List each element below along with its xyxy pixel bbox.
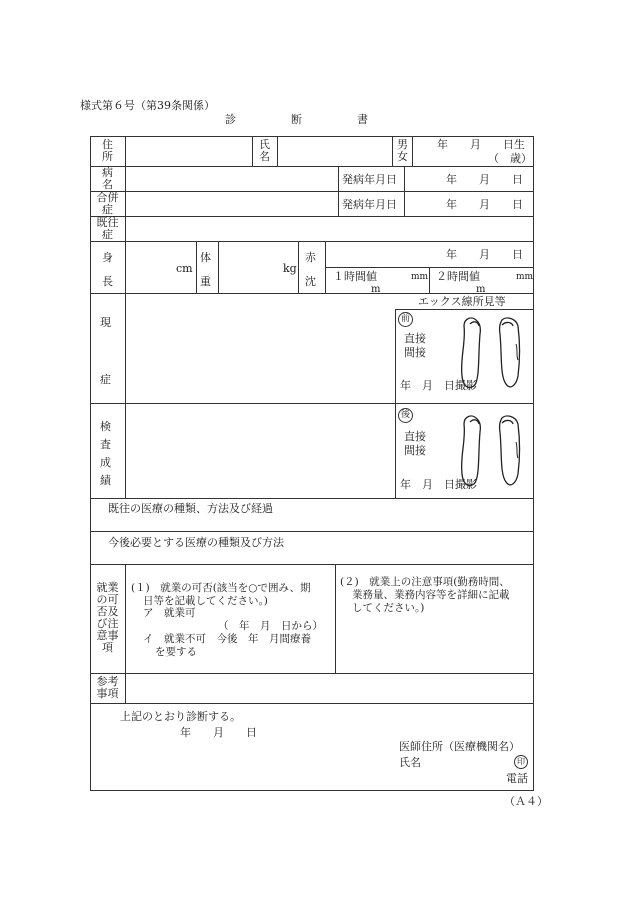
disease-onset-date: 年 月 日 [446,173,523,186]
reference-label-2: 事項 [96,687,119,700]
option-work-not-allowed-2: を要する [155,646,197,658]
seal-mark: 印 [514,755,528,769]
front-shot-date: 年 月 日撮影 [400,379,477,392]
weight-label-2: 重 [200,275,211,288]
option-work-allowed: ア 就業可 [143,607,196,619]
xray-header: エックス線所見等 [418,295,506,308]
exam-label-2: 査 [100,438,111,451]
past-history-label: 既往 症 [96,216,119,241]
back-shot-date: 年 月 日撮影 [400,478,477,491]
doctor-address-label: 医師住所（医療機関名） [399,740,520,753]
employment-label-line: 就業 [96,581,119,594]
hour2-unit-m: m [476,284,486,295]
back-indirect: 間接 [404,444,426,457]
back-mark: 後 [398,408,413,423]
disease-name-label: 病 名 [102,166,113,191]
symptoms-label-2: 症 [100,373,111,386]
diagnosis-statement: 上記のとおり診断する。 [120,710,241,723]
symptoms-label-1: 現 [100,316,111,329]
height-label-1: 身 [102,251,113,264]
exam-label-4: 績 [100,474,111,487]
esr-label-2: 沈 [305,275,316,288]
back-lung-diagram [458,414,524,490]
employment-q2-line2: 業務量、業務内容等を詳細に記載 [352,589,510,601]
exam-label-1: 検 [100,420,111,433]
employment-label-line: び注 [96,617,119,630]
name-label: 氏 名 [259,138,270,163]
option-work-not-allowed: イ 就業不可 今後 年 月間療養 [143,633,311,645]
complication-onset-label: 発病年月日 [342,198,397,211]
hour1-unit-m: m [371,284,381,295]
hour2-label: ２時間値 [436,270,480,283]
employment-label-line: 意事 [96,629,119,642]
employment-q1-line2: 日等を記載してください。) [143,595,268,607]
complication-onset-date: 年 月 日 [446,198,523,211]
weight-label-1: 体 [200,251,211,264]
esr-label-1: 赤 [305,251,316,264]
future-treatment-label: 今後必要とする医療の種類及び方法 [108,536,284,549]
height-unit: cm [176,262,193,275]
hour1-label: １時間値 [333,270,377,283]
reference-label-1: 参考 [96,675,119,688]
employment-label-line: 否及 [96,605,119,618]
height-label-2: 長 [102,275,113,288]
front-indirect: 間接 [404,346,426,359]
employment-label-line: の可 [96,593,119,606]
hour2-unit: mm [516,272,534,282]
esr-date: 年 月 日 [446,248,523,261]
complication-label: 合併 症 [96,191,119,216]
employment-q2-line3: してください。) [352,602,425,614]
hour1-unit: mm [411,272,429,282]
employment-label-line: 項 [102,641,113,654]
employment-q2-line1: (２) 就業上の注意事項(勤務時間、 [340,576,510,588]
form-number: 様式第６号（第39条関係） [80,99,215,112]
address-label: 住 所 [102,138,113,163]
weight-unit: kg [283,262,297,275]
birth-date-label: 年 月 日生 [437,138,525,151]
disease-onset-label: 発病年月日 [342,173,397,186]
phone-label: 電話 [506,772,528,785]
doctor-name-label: 氏名 [399,756,421,769]
employment-q1-line1: (１) 就業の可否(該当を○で囲み、期 [131,582,311,594]
form-title: 診 断 書 [225,113,368,126]
paper-size-label: （Ａ４） [504,795,548,808]
past-treatment-label: 既往の医療の種類、方法及び経過 [108,502,273,515]
exam-label-3: 成 [100,456,111,469]
front-direct: 直接 [404,332,426,345]
sex-label: 男 女 [397,138,408,163]
option-work-allowed-date: （ 年 月 日から） [218,620,323,632]
back-direct: 直接 [404,430,426,443]
diagnosis-date: 年 月 日 [180,726,257,739]
front-lung-diagram [458,316,524,392]
age-label: （ 歳） [488,152,532,165]
front-mark: 前 [398,312,413,327]
